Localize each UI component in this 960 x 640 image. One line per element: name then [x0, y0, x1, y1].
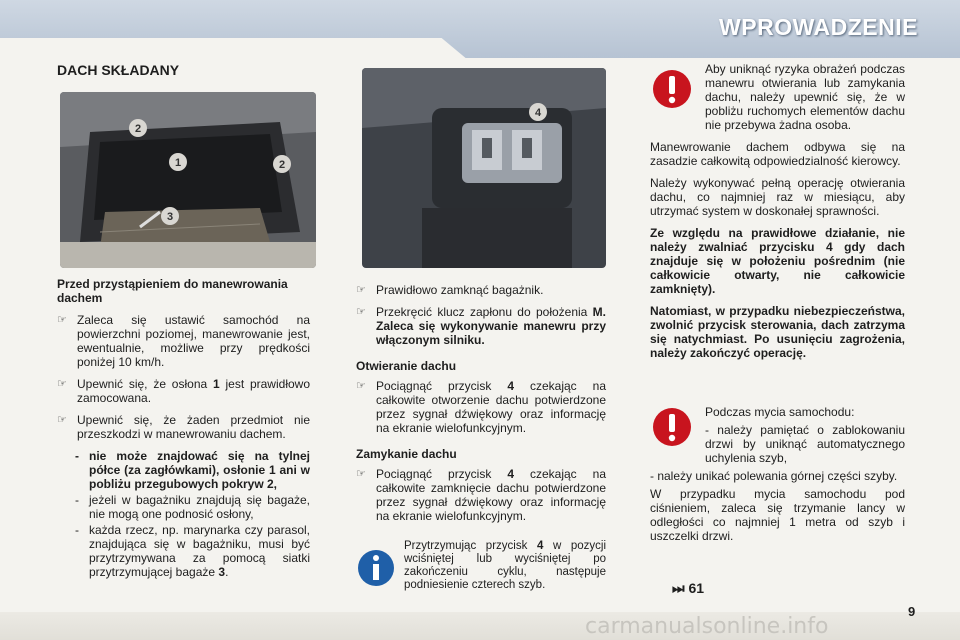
warning-text: Aby uniknąć ryzyka obrażeń podczas manewru otwierania lub zamykania dachu, należy upewnić się, że w pobliżu ruchomych elementów dachu nie przebywa żadna osoba. [705, 62, 905, 132]
close-heading: Zamykanie dachu [356, 447, 457, 461]
callout-label: 2 [134, 123, 142, 135]
pointer-icon: ☞ [57, 378, 67, 390]
left-column [57, 277, 310, 581]
list-item: ☞ Upewnić się, że żaden przedmiot nie przeszkodzi w manewrowaniu dachem. [57, 413, 310, 441]
list-item: ☞ Pociągnąć przycisk 4 czekając na całkowite otworzenie dachu potwierdzone przez sygnał dźwiękowy oraz informację na ekranie wielofunkcyjnym. [356, 379, 606, 435]
callout-label: 4 [534, 107, 542, 119]
wash-warning: Podczas mycia samochodu: - należy pamiętać o zablokowaniu drzwi by uniknąć automatycznego uchylenia szyb, - należy unikać polewania górnej części szyby. W przypadku mycia samochodu pod ciśnieniem, zaleca się trzymanie lancy w odległości co najmniej 1 metra od szyb i uszczelki drzwi. [650, 405, 905, 543]
section-title: DACH SKŁADANY [57, 62, 180, 78]
pointer-icon: ☞ [356, 468, 366, 480]
info-note: Przytrzymując przycisk 4 w pozycji wciśniętej lub wyciśniętej po zakończeniu cyklu, następuje podniesienie czterech szyb. [404, 540, 606, 591]
callout-label: 2 [278, 159, 286, 171]
warning-text: Należy wykonywać pełną operację otwierania dachu, co najmniej raz w miesiącu, aby utrzymać system w doskonałej sprawności. [650, 176, 905, 218]
pointer-icon: ☞ [356, 284, 366, 296]
sub-item: - jeżeli w bagażniku znajdują się bagaże, nie mogą one podnosić osłony, [75, 493, 310, 521]
fast-forward-icon: ⏭ [672, 580, 685, 596]
pointer-icon: ☞ [356, 306, 366, 318]
sub-item: - każda rzecz, np. marynarka czy parasol, znajdująca się w bagażniku, musi być przytrzymywana za pomocą siatki przytrzymującej bagaże 3. [75, 523, 310, 579]
list-item: ☞ Pociągnąć przycisk 4 czekając na całkowite zamknięcie dachu potwierdzone przez sygnał dźwiękowy oraz informację na ekranie wielofunkcyjnym. [356, 467, 606, 523]
page-number: 9 [908, 604, 916, 619]
pointer-icon: ☞ [356, 380, 366, 392]
trunk-photo [60, 92, 316, 268]
list-item: ☞ Prawidłowo zamknąć bagażnik. [356, 283, 544, 297]
list-item: ☞ Przekręcić klucz zapłonu do położenia M. Zaleca się wykonywanie manewru przy włączonym silniku. [356, 305, 606, 347]
warning-text: Natomiast, w przypadku niebezpieczeństwa, zwolnić przycisk sterowania, dach zatrzyma się natychmiast. Po usunięciu zagrożenia, należy zakończyć operację. [650, 304, 905, 360]
warning-text: Manewrowanie dachem odbywa się na zasadzie całkowitą odpowiedzialność kierowcy. [650, 140, 905, 168]
open-heading: Otwieranie dachu [356, 359, 457, 373]
prep-heading: Przed przystąpieniem do manewrowania dachem [57, 277, 288, 305]
callout-label: 1 [174, 157, 182, 169]
sub-item: - nie może znajdować się na tylnej półce (za zagłówkami), osłonie 1 ani w pobliżu przegubowych pokryw 2, [75, 449, 310, 491]
watermark: carmanualsonline.info [585, 614, 829, 639]
list-item: ☞ Zaleca się ustawić samochód na powierzchni poziomej, manewrowanie jest, ewentualnie, możliwe przy prędkości poniżej 10 km/h. [57, 313, 310, 369]
right-column [650, 62, 905, 368]
callout-label: 3 [166, 211, 174, 223]
middle-column [356, 283, 606, 531]
console-photo [362, 68, 606, 268]
warning-text: Ze względu na prawidłowe działanie, nie należy zwalniać przycisku 4 gdy dach znajduje się w położeniu pośrednim (nie całkowicie otwarty, nie całkowicie zamknięty). [650, 226, 905, 296]
list-item: ☞ Upewnić się, że osłona 1 jest prawidłowo zamocowana. [57, 377, 310, 405]
info-icon [356, 546, 396, 595]
page-title: WPROWADZENIE [719, 14, 918, 40]
pointer-icon: ☞ [57, 414, 67, 426]
pointer-icon: ☞ [57, 314, 67, 326]
page-reference[interactable]: ⏭ 61 [672, 580, 705, 596]
